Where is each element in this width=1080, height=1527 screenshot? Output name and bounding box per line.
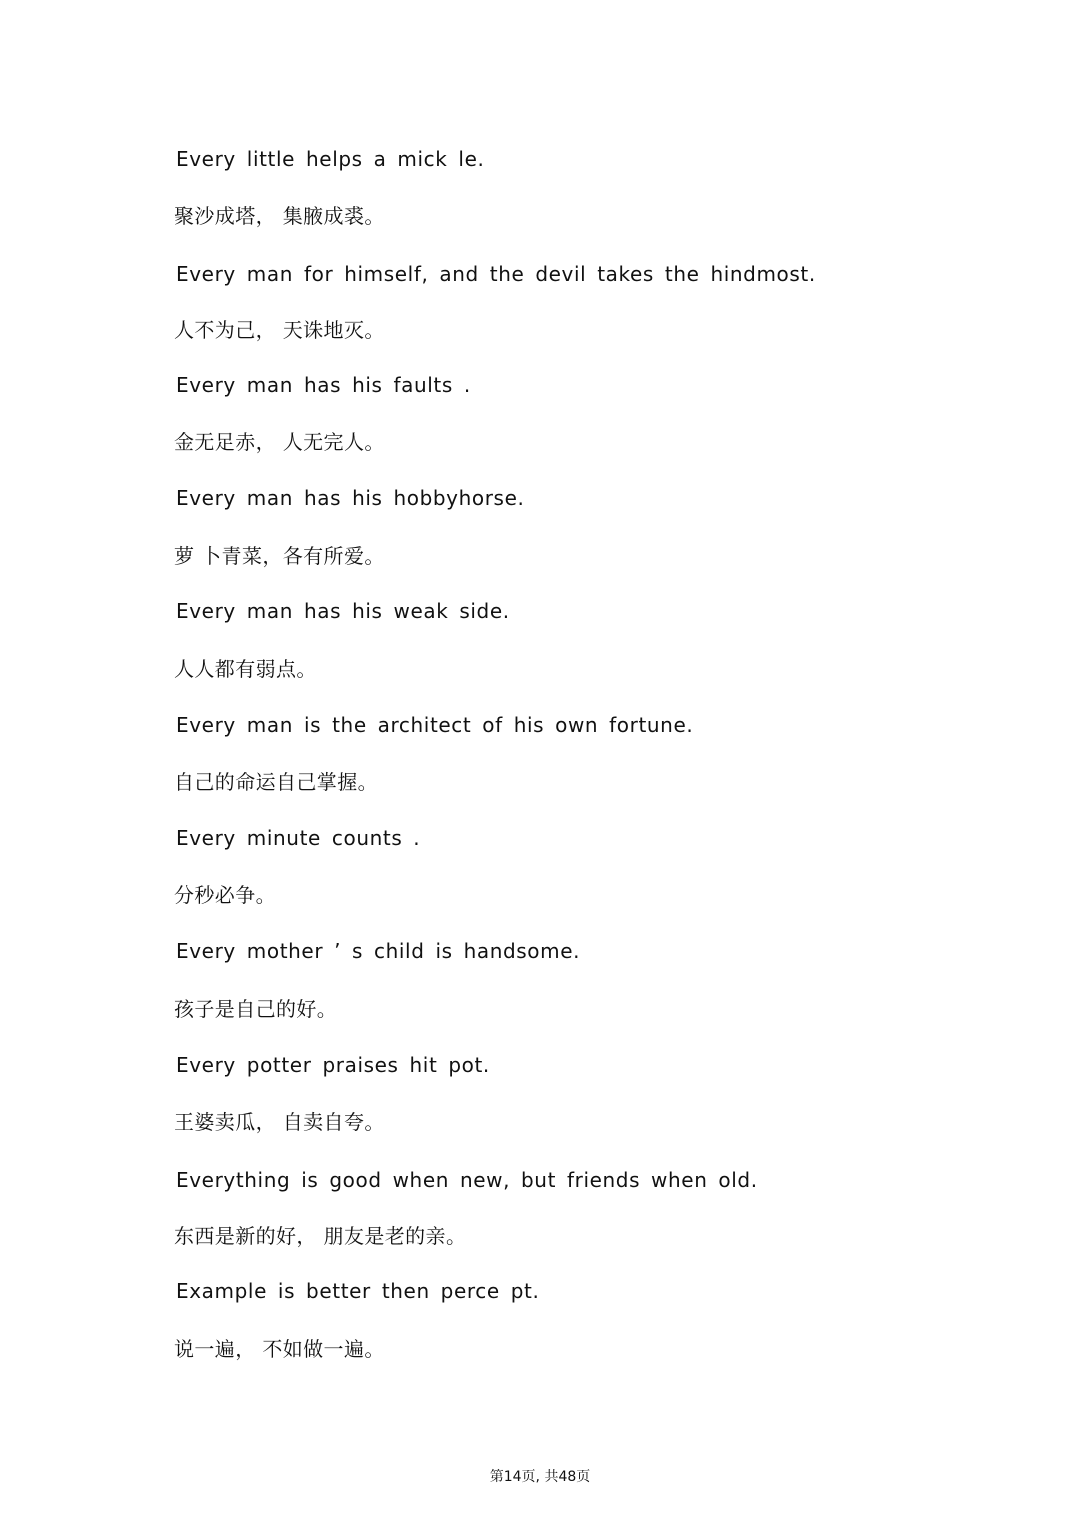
proverb-english: Every man has his faults . (176, 373, 471, 397)
proverb-chinese: 聚沙成塔， 集腋成裘。 (174, 204, 385, 228)
proverb-english: Everything is good when new, but friends when old. (176, 1168, 758, 1192)
proverb-chinese: 孩子是自己的好。 (174, 997, 338, 1021)
proverb-chinese: 东西是新的好， 朋友是老的亲。 (174, 1224, 467, 1248)
proverb-english: Every minute counts . (176, 826, 421, 850)
proverb-chinese: 分秒必争。 (174, 883, 276, 907)
proverb-chinese: 人不为己， 天诛地灭。 (174, 318, 385, 342)
proverb-chinese: 王婆卖瓜， 自卖自夸。 (174, 1110, 385, 1134)
proverb-english: Every man for himself, and the devil takes the hindmost. (176, 262, 816, 286)
proverb-english: Every man has his hobbyhorse. (176, 486, 525, 510)
proverb-english: Every man has his weak side. (176, 599, 510, 623)
page-number-footer: 第14页, 共48页 (489, 1469, 591, 1485)
proverb-chinese: 自己的命运自己掌握。 (174, 770, 378, 794)
proverb-english: Example is better then perce pt. (176, 1279, 540, 1303)
proverb-chinese: 说一遍， 不如做一遍。 (174, 1337, 385, 1361)
proverb-english: Every little helps a mick le. (176, 147, 485, 171)
proverb-english: Every potter praises hit pot. (176, 1053, 490, 1077)
proverb-english: Every mother ’ s child is handsome. (176, 939, 581, 963)
proverb-english: Every man is the architect of his own fortune. (176, 713, 694, 737)
proverb-chinese: 金无足赤， 人无完人。 (174, 430, 385, 454)
proverb-chinese: 人人都有弱点。 (174, 657, 317, 681)
proverb-chinese: 萝 卜青菜，各有所爱。 (174, 544, 385, 568)
